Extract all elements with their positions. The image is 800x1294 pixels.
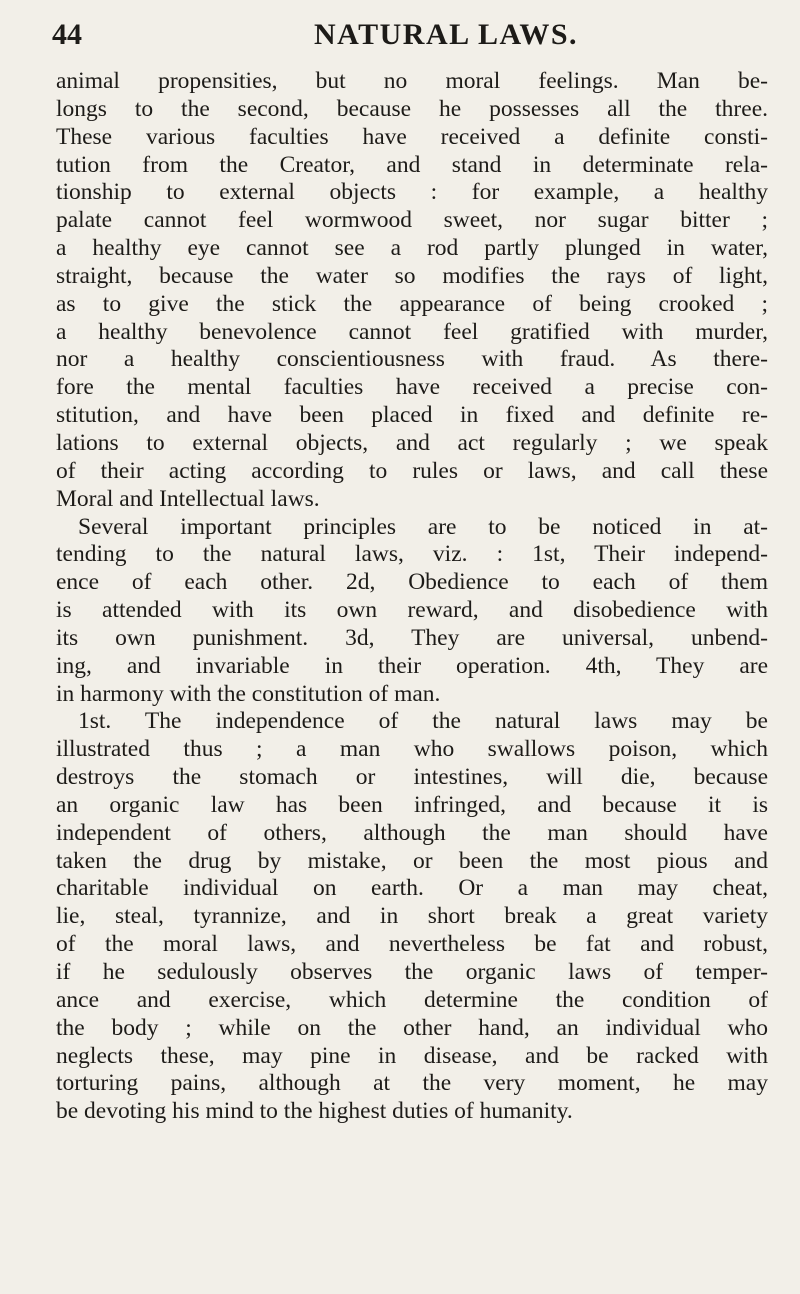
text-line: taken the drug by mistake, or been the most pious and — [56, 847, 768, 874]
text-line: These various faculties have received a definite consti- — [56, 123, 768, 150]
text-line: tending to the natural laws, viz. : 1st, Their independ- — [56, 541, 768, 568]
text-line: independent of others, although the man should have — [56, 819, 768, 846]
text-line: nor a healthy conscientiousness with fraud. As there- — [56, 346, 768, 373]
text-line: 1st. The independence of the natural laws may be — [78, 708, 768, 735]
text-line: the body ; while on the other hand, an individual who — [56, 1014, 768, 1041]
text-line: ence of each other. 2d, Obedience to each of them — [56, 569, 768, 596]
running-head: NATURAL LAWS. — [314, 18, 578, 51]
text-line: lations to external objects, and act regularly ; we speak — [56, 429, 768, 456]
text-line: Moral and Intellectual laws. — [56, 485, 320, 512]
text-line: its own punishment. 3d, They are universal, unbend- — [56, 624, 768, 651]
text-line: illustrated thus ; a man who swallows poison, which — [56, 736, 768, 763]
text-line: longs to the second, because he possesses all the three. — [56, 95, 768, 122]
text-line: lie, steal, tyrannize, and in short break a great variety — [56, 903, 768, 930]
page-header — [52, 18, 752, 58]
text-line: a healthy eye cannot see a rod partly plunged in water, — [56, 235, 768, 262]
text-line: stitution, and have been placed in fixed and definite re- — [56, 402, 768, 429]
text-line: Several important principles are to be noticed in at- — [78, 513, 768, 540]
text-line: tution from the Creator, and stand in determinate rela- — [56, 151, 768, 178]
text-line: an organic law has been infringed, and because it is — [56, 791, 768, 818]
text-line: of their acting according to rules or laws, and call these — [56, 457, 768, 484]
text-line: if he sedulously observes the organic laws of temper- — [56, 959, 768, 985]
text-line: fore the mental faculties have received a precise con- — [56, 374, 768, 401]
text-line: ance and exercise, which determine the condition of — [56, 986, 768, 1013]
text-line: animal propensities, but no moral feelings. Man be- — [56, 68, 768, 94]
text-line: charitable individual on earth. Or a man may cheat, — [56, 875, 768, 902]
text-line: a healthy benevolence cannot feel gratified with murder, — [56, 318, 768, 345]
text-line: ing, and invariable in their operation. 4th, They are — [56, 652, 768, 679]
page-number: 44 — [52, 18, 82, 51]
text-line: be devoting his mind to the highest duties of humanity. — [56, 1098, 573, 1125]
text-line: torturing pains, although at the very moment, he may — [56, 1070, 768, 1097]
text-line: as to give the stick the appearance of being crooked ; — [56, 290, 768, 317]
text-line: is attended with its own reward, and disobedience with — [56, 597, 768, 624]
body-text — [56, 68, 768, 1126]
text-line: in harmony with the constitution of man. — [56, 680, 441, 707]
text-line: tionship to external objects : for example, a healthy — [56, 179, 768, 206]
text-line: destroys the stomach or intestines, will die, because — [56, 764, 768, 791]
text-line: palate cannot feel wormwood sweet, nor sugar bitter ; — [56, 207, 768, 234]
text-line: neglects these, may pine in disease, and be racked with — [56, 1042, 768, 1069]
text-line: of the moral laws, and nevertheless be fat and robust, — [56, 931, 768, 958]
text-line: straight, because the water so modifies the rays of light, — [56, 262, 768, 289]
